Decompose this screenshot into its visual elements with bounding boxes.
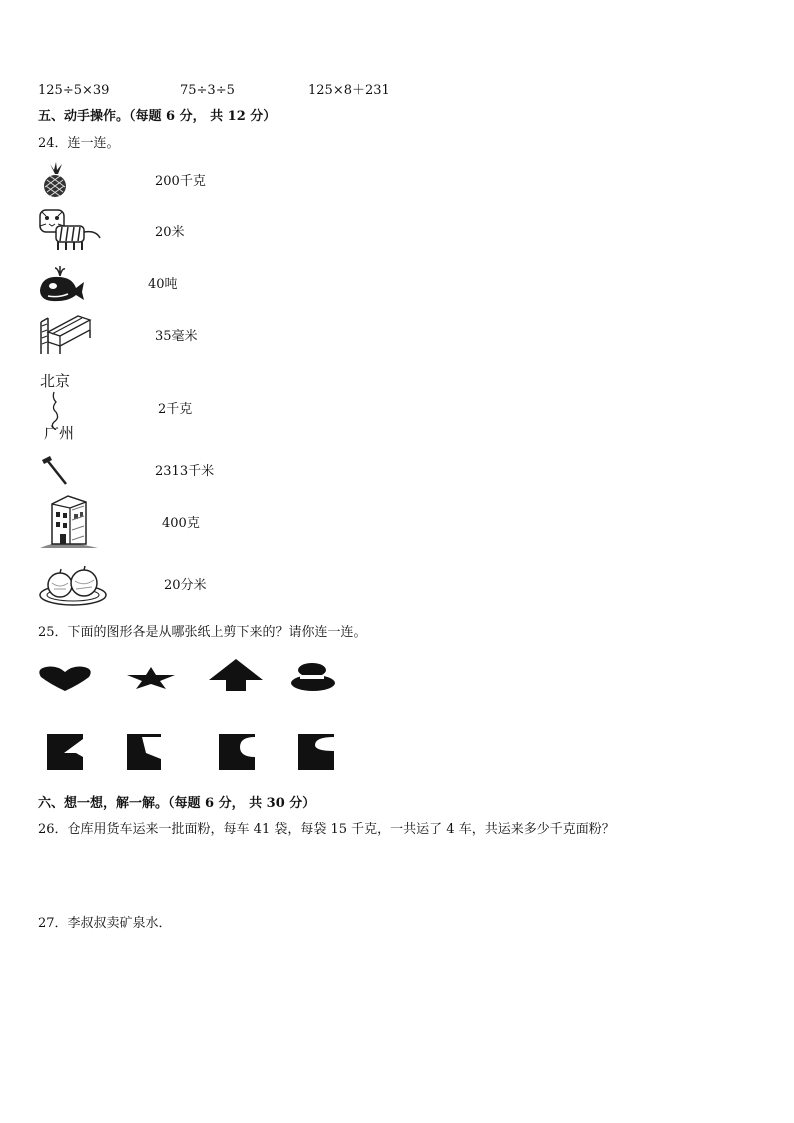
map-label-guangzhou: 广州 [44, 424, 75, 442]
value-label-8: 20分米 [164, 578, 207, 593]
value-label-7: 400克 [162, 516, 200, 531]
paper-cut-1-icon [46, 733, 84, 771]
calc-expression-3: 125×8＋231 [308, 83, 390, 98]
bed-icon [38, 310, 92, 356]
nail-icon [40, 454, 70, 488]
question-26-text: 26．仓库用货车运来一批面粉，每车 41 袋，每袋 15 千克，一共运了 4 车，共运来多少千克面粉？ [38, 822, 615, 837]
pineapple-icon [38, 162, 72, 198]
paper-cut-4-icon [297, 733, 335, 771]
tiger-icon [38, 208, 102, 252]
map-route-icon [38, 372, 82, 444]
question-27-text: 27．李叔叔卖矿泉水． [38, 916, 172, 931]
mushroom-shape-icon [290, 662, 336, 692]
value-label-4: 35毫米 [155, 329, 198, 344]
star-shape-icon [126, 666, 176, 690]
building-icon [38, 494, 100, 550]
paper-cut-3-icon [218, 733, 256, 771]
calc-expression-1: 125÷5×39 [38, 83, 110, 98]
section-6-title: 六、想一想，解一解。（每题 6 分， 共 30 分） [38, 796, 316, 811]
value-label-3: 40吨 [148, 277, 178, 292]
value-label-6: 2313千米 [155, 464, 215, 479]
question-25-title: 25．下面的图形各是从哪张纸上剪下来的？请你连一连。 [38, 625, 367, 640]
map-label-beijing: 北京 [40, 372, 71, 390]
value-label-1: 200千克 [155, 174, 206, 189]
value-label-5: 2千克 [158, 402, 193, 417]
calc-expression-2: 75÷3÷5 [180, 83, 235, 98]
question-24-title: 24．连一连。 [38, 136, 120, 151]
heart-shape-icon [38, 664, 92, 692]
apples-plate-icon [38, 565, 108, 607]
paper-cut-2-icon [126, 733, 162, 771]
section-5-title: 五、动手操作。（每题 6 分， 共 12 分） [38, 109, 277, 124]
whale-icon [38, 264, 86, 304]
value-label-2: 20米 [155, 225, 185, 240]
arrow-tree-shape-icon [208, 658, 264, 692]
